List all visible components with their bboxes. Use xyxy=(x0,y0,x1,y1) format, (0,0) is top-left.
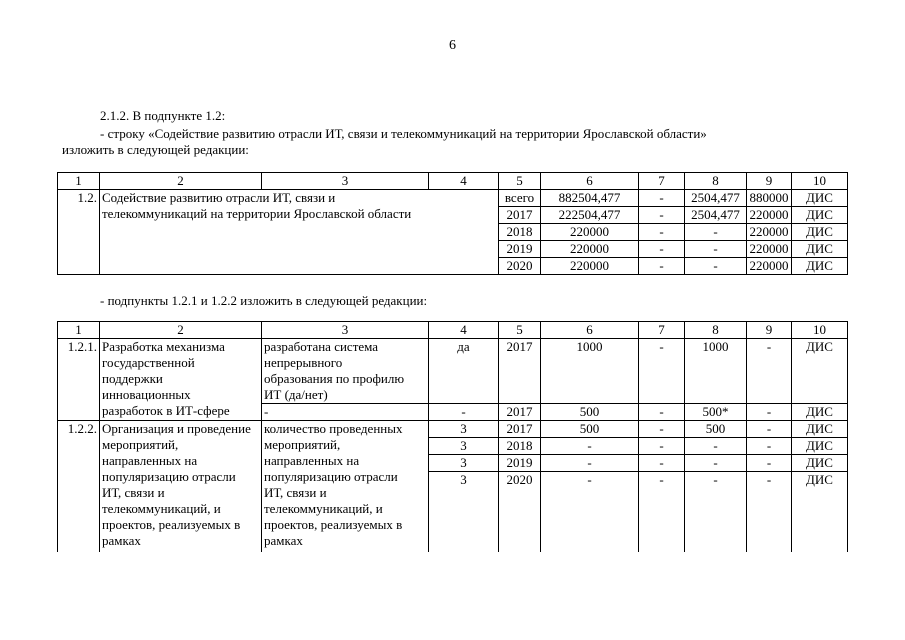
t1-h3: 3 xyxy=(262,173,429,190)
t1-year: 2018 xyxy=(499,224,541,241)
t1-c10: ДИС xyxy=(792,258,848,275)
t2-h9: 9 xyxy=(747,322,792,339)
t1-c9: 220000 xyxy=(747,241,792,258)
t1-h10: 10 xyxy=(792,173,848,190)
t1-c6: 222504,477 xyxy=(541,207,639,224)
t1-year: всего xyxy=(499,190,541,207)
t2-121-c10: ДИС xyxy=(792,339,848,404)
t2-122-c8: - xyxy=(685,472,747,553)
t1-year: 2017 xyxy=(499,207,541,224)
t2-122-c5: 2017 xyxy=(499,421,541,438)
t2-122-c4: 3 xyxy=(429,455,499,472)
t2-h1: 1 xyxy=(58,322,100,339)
t1-c8: - xyxy=(685,258,747,275)
t1-h4: 4 xyxy=(429,173,499,190)
t2-121-sub-c7: - xyxy=(639,404,685,421)
t2-121-c5: 2017 xyxy=(499,339,541,404)
t2-122-c4: 3 xyxy=(429,472,499,553)
t1-c6: 882504,477 xyxy=(541,190,639,207)
t1-h7: 7 xyxy=(639,173,685,190)
t1-c6: 220000 xyxy=(541,258,639,275)
t1-name-line-1: Содействие развитию отрасли ИТ, связи и xyxy=(102,190,336,205)
t1-h5: 5 xyxy=(499,173,541,190)
t1-c7: - xyxy=(639,190,685,207)
t1-c7: - xyxy=(639,241,685,258)
t2-121-sub-c4: - xyxy=(429,404,499,421)
t1-name-line-2: телекоммуникаций на территории Ярославской области xyxy=(102,206,412,221)
t2-122-indicator-text: количество проведенных мероприятий, направленных на популяризацию отрасли ИТ, связи и телекоммуникаций, и проектов, реализуемых в рамках xyxy=(264,421,403,548)
t1-c7: - xyxy=(639,258,685,275)
t2-122-c10: ДИС xyxy=(792,421,848,438)
intro-line-2: изложить в следующей редакции: xyxy=(62,142,249,157)
t2-122-c6: - xyxy=(541,455,639,472)
t2-122-c9: - xyxy=(747,438,792,455)
page-number: 6 xyxy=(449,38,456,53)
t2-122-c8: - xyxy=(685,455,747,472)
table-row xyxy=(58,190,848,207)
t1-h2: 2 xyxy=(100,173,262,190)
t2-122-c6: - xyxy=(541,438,639,455)
t2-121-sub-c6: 500 xyxy=(541,404,639,421)
t2-121-sub-c5: 2017 xyxy=(499,404,541,421)
t2-121-c9: - xyxy=(747,339,792,404)
t1-year: 2020 xyxy=(499,258,541,275)
t2-121-number: 1.2.1. xyxy=(58,339,100,421)
table-row xyxy=(58,339,848,404)
t2-122-c4: 3 xyxy=(429,438,499,455)
t2-h4: 4 xyxy=(429,322,499,339)
t2-121-name xyxy=(100,339,262,421)
table-1-header-row xyxy=(58,173,848,190)
t2-122-c7: - xyxy=(639,455,685,472)
t1-c7: - xyxy=(639,224,685,241)
intro-line-1: - строку «Содействие развитию отрасли ИТ, связи и телекоммуникаций на территории Ярославской области» xyxy=(100,126,707,141)
t2-h5: 5 xyxy=(499,322,541,339)
t1-h9: 9 xyxy=(747,173,792,190)
t2-122-c9: - xyxy=(747,421,792,438)
table-row xyxy=(58,421,848,438)
t1-h1: 1 xyxy=(58,173,100,190)
t2-122-c7: - xyxy=(639,438,685,455)
t1-c6: 220000 xyxy=(541,241,639,258)
t1-h8: 8 xyxy=(685,173,747,190)
t2-121-sub-c10: ДИС xyxy=(792,404,848,421)
t2-122-c8: 500 xyxy=(685,421,747,438)
t2-122-c5: 2019 xyxy=(499,455,541,472)
t2-121-c4: да xyxy=(429,339,499,404)
t2-122-name xyxy=(100,421,262,553)
t1-c10: ДИС xyxy=(792,241,848,258)
t2-122-c5: 2020 xyxy=(499,472,541,553)
t1-c10: ДИС xyxy=(792,224,848,241)
t2-h6: 6 xyxy=(541,322,639,339)
section-heading: 2.1.2. В подпункте 1.2: xyxy=(100,108,226,123)
t2-122-number: 1.2.2. xyxy=(58,421,100,553)
middle-text: - подпункты 1.2.1 и 1.2.2 изложить в следующей редакции: xyxy=(100,293,428,308)
t2-121-sub-c9: - xyxy=(747,404,792,421)
t2-122-c10: ДИС xyxy=(792,472,848,553)
t2-121-sub-c8: 500* xyxy=(685,404,747,421)
table-1 xyxy=(57,172,848,275)
t1-c7: - xyxy=(639,207,685,224)
t2-h10: 10 xyxy=(792,322,848,339)
t2-122-c9: - xyxy=(747,455,792,472)
t1-c8: 2504,477 xyxy=(685,207,747,224)
t1-c6: 220000 xyxy=(541,224,639,241)
t2-122-c4: 3 xyxy=(429,421,499,438)
t2-h7: 7 xyxy=(639,322,685,339)
t2-122-c8: - xyxy=(685,438,747,455)
t1-c9: 220000 xyxy=(747,207,792,224)
t2-121-c7: - xyxy=(639,339,685,404)
t2-h3: 3 xyxy=(262,322,429,339)
t1-number: 1.2. xyxy=(58,190,100,275)
t2-122-c5: 2018 xyxy=(499,438,541,455)
t2-122-name-text: Организация и проведение мероприятий, направленных на популяризацию отрасли ИТ, связи и телекоммуникаций, и проектов, реализуемых в рамках xyxy=(102,421,251,548)
table-2-header-row xyxy=(58,322,848,339)
t1-c8: 2504,477 xyxy=(685,190,747,207)
t2-121-indicator xyxy=(262,339,429,404)
t2-121-c8: 1000 xyxy=(685,339,747,404)
t2-122-c7: - xyxy=(639,421,685,438)
t2-122-indicator xyxy=(262,421,429,553)
t1-c10: ДИС xyxy=(792,190,848,207)
t1-c9: 880000 xyxy=(747,190,792,207)
t2-122-c9: - xyxy=(747,472,792,553)
t2-122-c10: ДИС xyxy=(792,438,848,455)
t1-c9: 220000 xyxy=(747,224,792,241)
t2-h8: 8 xyxy=(685,322,747,339)
t2-h2: 2 xyxy=(100,322,262,339)
t2-122-c10: ДИС xyxy=(792,455,848,472)
t2-121-c6: 1000 xyxy=(541,339,639,404)
t2-121-sub-c3: - xyxy=(262,404,429,421)
t1-c10: ДИС xyxy=(792,207,848,224)
table-2 xyxy=(57,321,848,552)
t1-name xyxy=(100,190,499,275)
t2-121-indicator-text: разработана система непрерывного образования по профилю ИТ (да/нет) xyxy=(264,339,405,402)
t1-c8: - xyxy=(685,224,747,241)
t1-h6: 6 xyxy=(541,173,639,190)
t2-121-name-text: Разработка механизма государственной поддержки инновационных разработок в ИТ-сфере xyxy=(102,339,230,418)
t1-c9: 220000 xyxy=(747,258,792,275)
t2-122-c6: - xyxy=(541,472,639,553)
t1-year: 2019 xyxy=(499,241,541,258)
t1-c8: - xyxy=(685,241,747,258)
t2-122-c6: 500 xyxy=(541,421,639,438)
t2-122-c7: - xyxy=(639,472,685,553)
